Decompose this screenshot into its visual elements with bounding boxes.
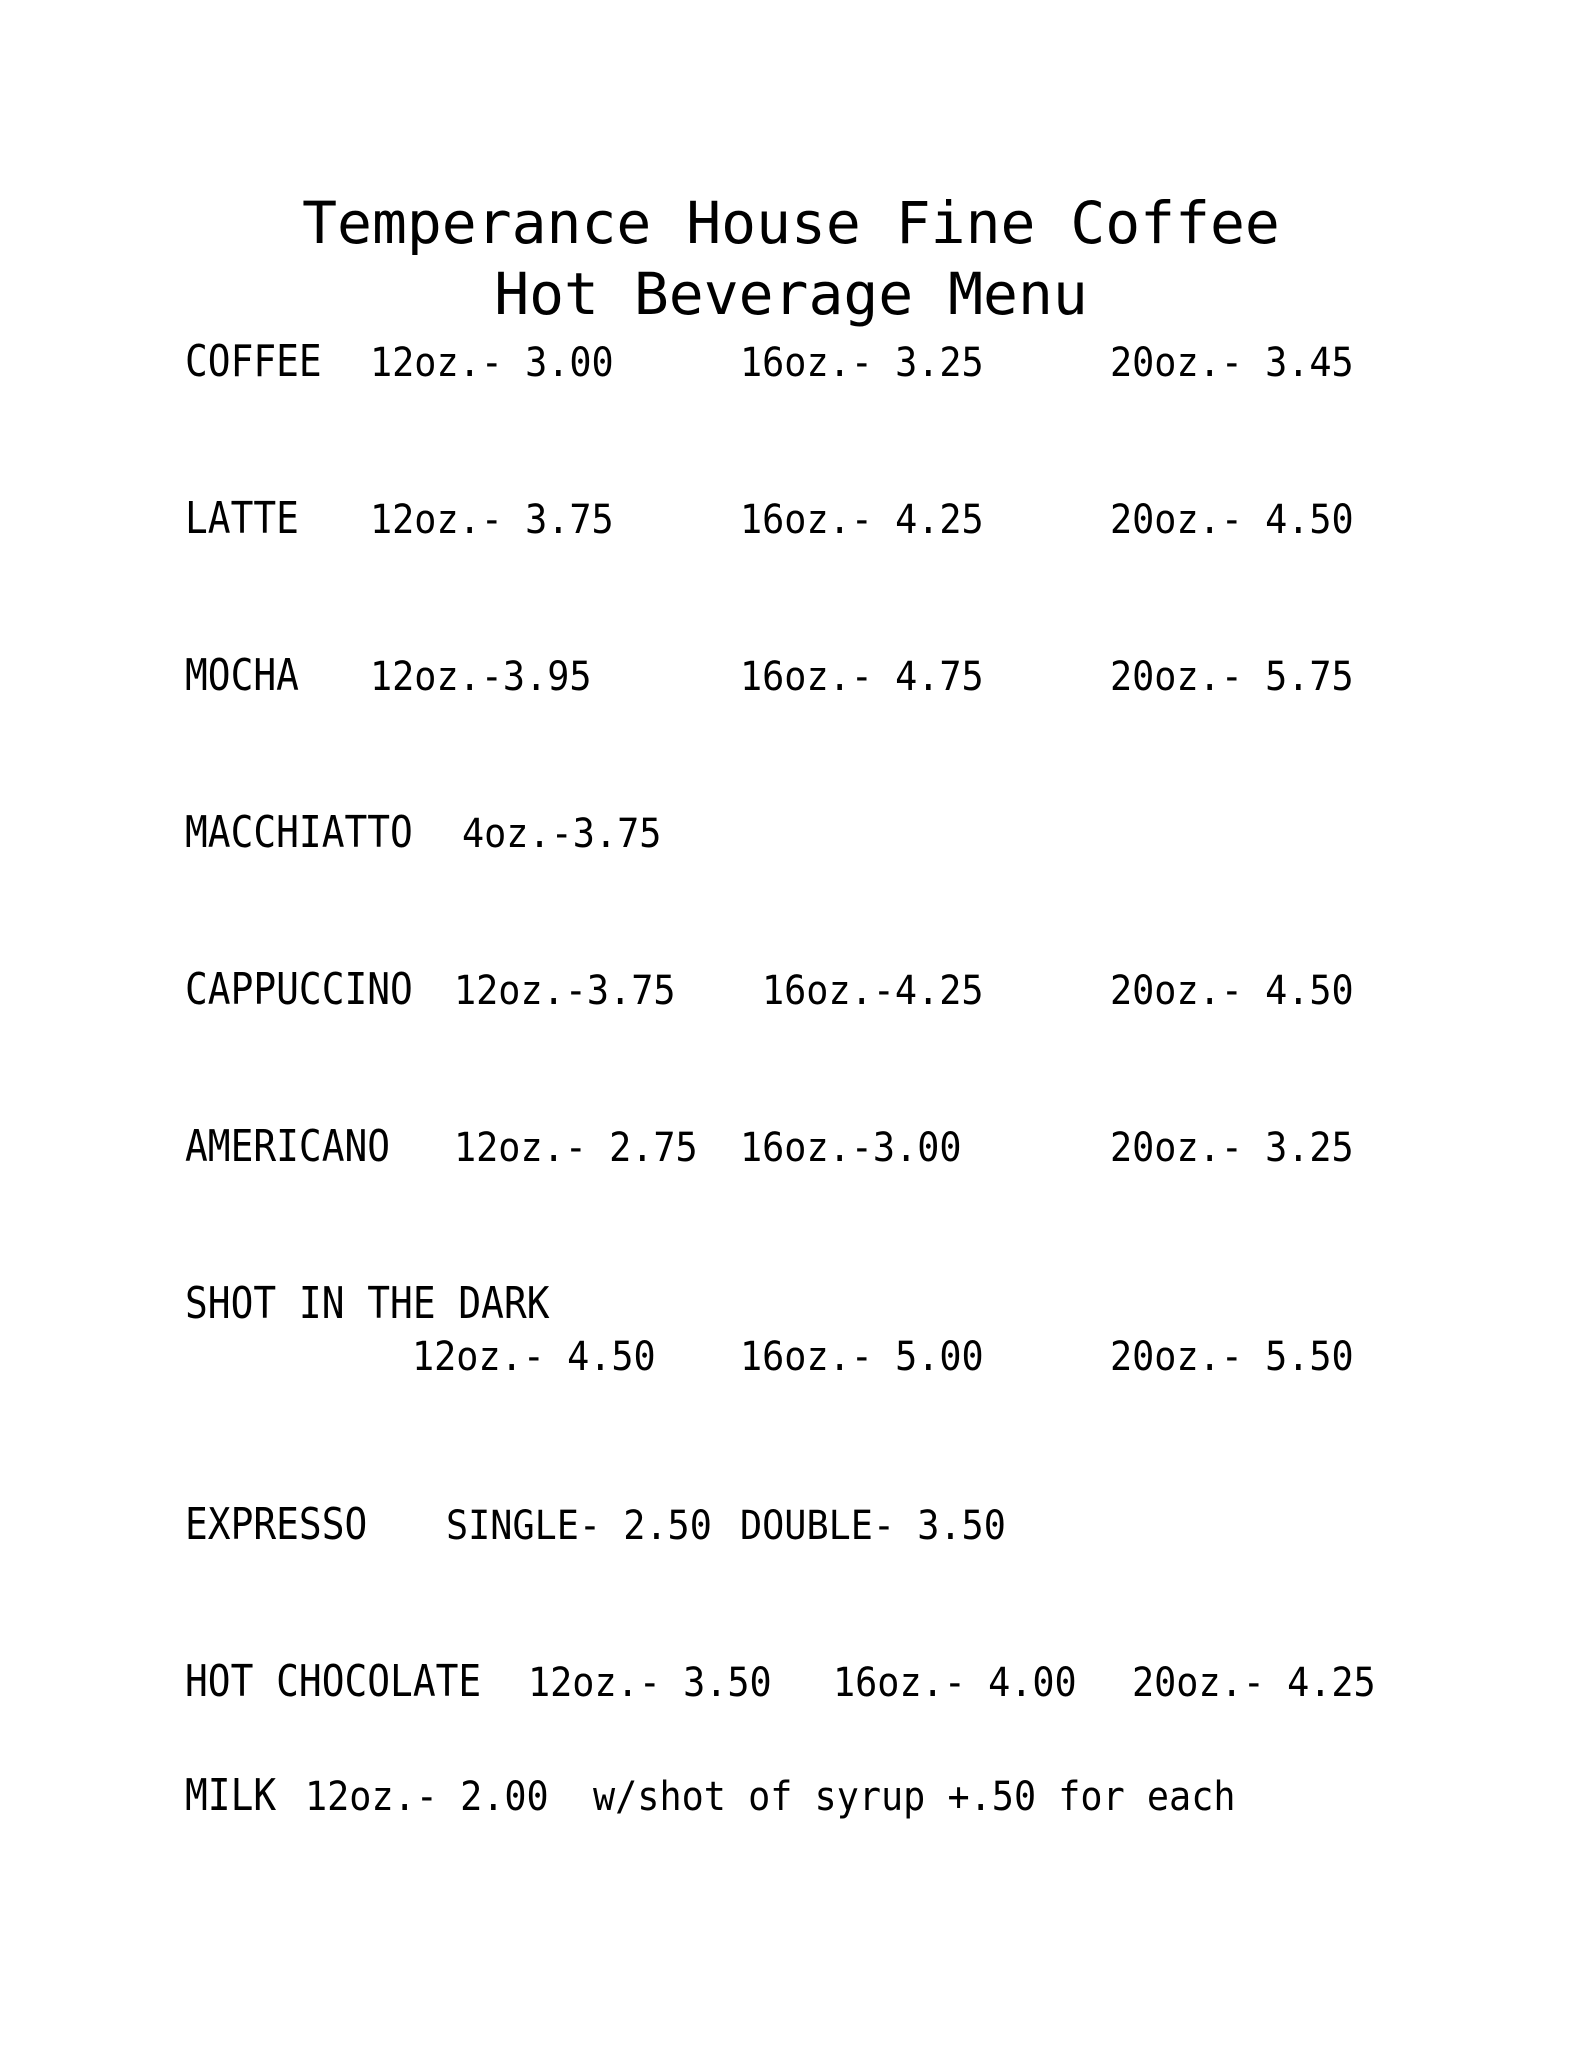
price-20oz: 20oz.- 4.50	[1110, 497, 1354, 543]
item-name: MACCHIATTO	[185, 807, 413, 858]
item-name: LATTE	[185, 493, 299, 544]
menu-subtitle: Hot Beverage Menu	[494, 260, 1088, 328]
price-12oz: 12oz.- 4.50	[412, 1334, 656, 1380]
price-20oz: 20oz.- 4.50	[1110, 968, 1354, 1014]
item-name: COFFEE	[185, 336, 322, 387]
item-name: EXPRESSO	[185, 1499, 368, 1550]
item-name: AMERICANO	[185, 1121, 391, 1172]
item-name: CAPPUCCINO	[185, 964, 413, 1015]
price-16oz: 16oz.-4.25	[762, 968, 984, 1014]
syrup-note: w/shot of syrup +.50 for each	[593, 1774, 1236, 1820]
price-12oz: 12oz.-3.75	[454, 968, 676, 1014]
price-12oz: 12oz.-3.95	[370, 654, 592, 700]
item-name: SHOT IN THE DARK	[185, 1278, 550, 1329]
price-12oz: 12oz.- 3.00	[370, 340, 614, 386]
price-16oz: 16oz.- 5.00	[740, 1334, 984, 1380]
price-4oz: 4oz.-3.75	[462, 811, 662, 857]
price-16oz: 16oz.- 3.25	[740, 340, 984, 386]
price-double: DOUBLE- 3.50	[740, 1503, 1006, 1549]
price-16oz: 16oz.- 4.75	[740, 654, 984, 700]
price-12oz: 12oz.- 2.75	[454, 1125, 698, 1171]
item-name: MOCHA	[185, 650, 299, 701]
price-20oz: 20oz.- 5.75	[1110, 654, 1354, 700]
menu-title: Temperance House Fine Coffee	[302, 189, 1280, 257]
item-name: MILK	[185, 1770, 277, 1821]
price-16oz: 16oz.-3.00	[740, 1125, 962, 1171]
price-16oz: 16oz.- 4.00	[833, 1660, 1077, 1706]
price-16oz: 16oz.- 4.25	[740, 497, 984, 543]
price-12oz: 12oz.- 3.75	[370, 497, 614, 543]
price-single: SINGLE- 2.50	[446, 1503, 712, 1549]
price-20oz: 20oz.- 4.25	[1132, 1660, 1376, 1706]
item-name: HOT CHOCOLATE	[185, 1656, 482, 1707]
price-12oz: 12oz.- 2.00	[305, 1774, 549, 1820]
price-20oz: 20oz.- 5.50	[1110, 1334, 1354, 1380]
price-12oz: 12oz.- 3.50	[528, 1660, 772, 1706]
price-20oz: 20oz.- 3.25	[1110, 1125, 1354, 1171]
price-20oz: 20oz.- 3.45	[1110, 340, 1354, 386]
